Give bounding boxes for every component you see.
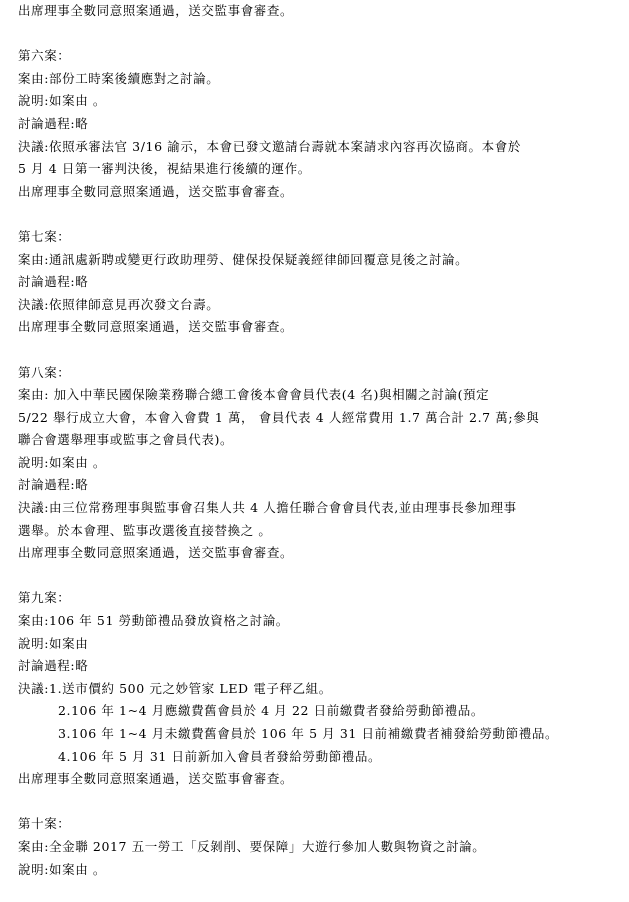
blank-line <box>18 23 624 46</box>
resolution-approval-line: 出席理事全數同意照案通過，送交監事會審查。 <box>18 319 294 335</box>
case-explanation: 說明:如案由 。 <box>18 93 106 109</box>
case-heading: 第六案： <box>18 48 71 64</box>
meeting-minutes-document <box>18 0 624 881</box>
case-subject: 案由:全金聯 2017 五一勞工「反剝削、要保障」大遊行參加人數與物資之討論。 <box>18 838 486 854</box>
case-heading: 第七案： <box>18 228 71 244</box>
case-subject: 案由: 加入中華民國保險業務聯合總工會後本會會員代表(4 名)與相關之討論(預定 <box>18 387 490 403</box>
discussion-process: 討論過程:略 <box>18 274 89 290</box>
case-heading: 第九案： <box>18 590 71 606</box>
case-subject-continued: 聯合會選舉理事或監事之會員代表)。 <box>18 432 234 448</box>
resolution-text: 決議:由三位常務理事與監事會召集人共 4 人擔任聯合會會員代表,並由理事長參加理事 <box>18 500 517 516</box>
discussion-process: 討論過程:略 <box>18 477 89 493</box>
resolution-text-continued: 選舉。於本會理、監事改選後直接替換之 。 <box>18 522 272 538</box>
blank-line <box>18 565 624 588</box>
discussion-process: 討論過程:略 <box>18 115 89 131</box>
blank-line <box>18 339 624 362</box>
case-explanation: 說明:如案由 。 <box>18 454 106 470</box>
case-subject: 案由:通訊處新聘或變更行政助理勞、健保投保疑義經律師回覆意見後之討論。 <box>18 251 469 267</box>
resolution-text: 決議:依照承審法官 3/16 諭示，本會已發文邀請台壽就本案請求內容再次協商。本會於 <box>18 138 521 154</box>
case-subject: 案由:106 年 51 勞動節禮品發放資格之討論。 <box>18 613 289 629</box>
case-explanation: 說明:如案由 <box>18 635 89 651</box>
case-heading: 第八案： <box>18 364 71 380</box>
resolution-approval-line: 出席理事全數同意照案通過，送交監事會審查。 <box>18 3 294 18</box>
resolution-text-continued: 5 月 4 日第一審判決後，視結果進行後續的運作。 <box>18 161 311 177</box>
resolution-approval-line: 出席理事全數同意照案通過，送交監事會審查。 <box>18 183 294 199</box>
resolution-approval-line: 出席理事全數同意照案通過，送交監事會審查。 <box>18 545 294 561</box>
blank-line <box>18 203 624 226</box>
case-subject-continued: 5/22 舉行成立大會，本會入會費 1 萬， 會員代表 4 人經常費用 1.7 萬合計 2.7 萬;參與 <box>18 409 540 425</box>
resolution-text: 決議:依照律師意見再次發文台壽。 <box>18 296 220 312</box>
resolution-list-item: 4.106 年 5 月 31 日前新加入會員者發給勞動節禮品。 <box>58 748 382 764</box>
resolution-list-item: 3.106 年 1~4 月未繳費舊會員於 106 年 5 月 31 日前補繳費者補發給勞動節禮品。 <box>58 726 559 741</box>
discussion-process: 討論過程:略 <box>18 658 89 674</box>
case-subject: 案由:部份工時案後續應對之討論。 <box>18 70 220 86</box>
resolution-approval-line: 出席理事全數同意照案通過，送交監事會審查。 <box>18 771 294 787</box>
case-heading: 第十案： <box>18 816 71 832</box>
blank-line <box>18 791 624 814</box>
case-explanation: 說明:如案由 。 <box>18 861 106 877</box>
resolution-list-item: 2.106 年 1~4 月應繳費舊會員於 4 月 22 日前繳費者發給勞動節禮品。 <box>58 703 484 719</box>
resolution-text: 決議:1.送市價約 500 元之妙管家 LED 電子秤乙組。 <box>18 680 332 696</box>
